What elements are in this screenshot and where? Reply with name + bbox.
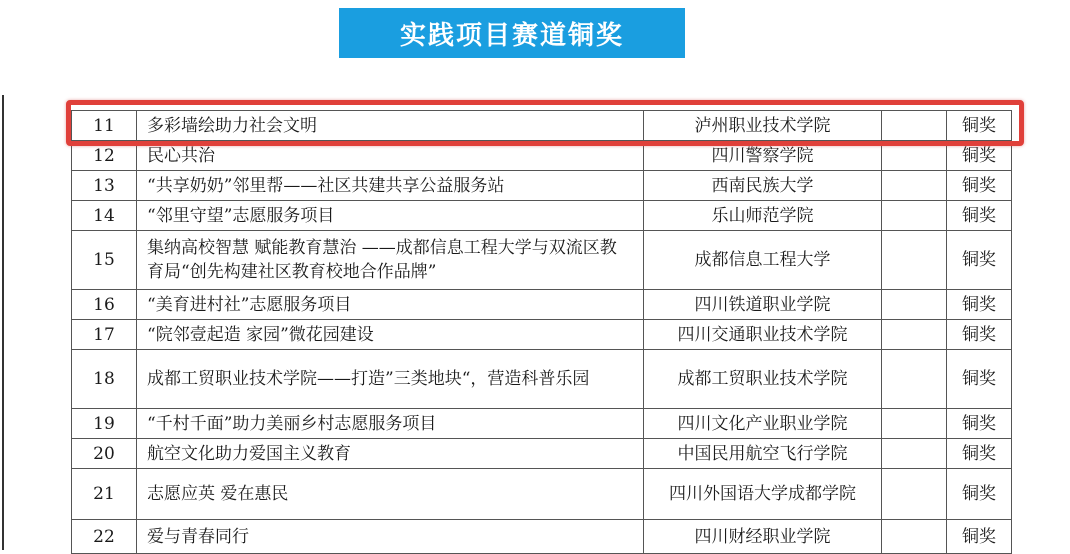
empty-cell [882,350,947,409]
award-level: 铜奖 [947,520,1012,554]
empty-cell [882,439,947,469]
row-number: 18 [72,350,137,409]
project-name: 航空文化助力爱国主义教育 [137,439,644,469]
project-name: “千村千面”助力美丽乡村志愿服务项目 [137,409,644,439]
table-row [72,409,1012,439]
empty-cell [882,231,947,290]
table-row [72,201,1012,231]
school-name: 泸州职业技术学院 [644,111,882,141]
school-name: 成都信息工程大学 [644,231,882,290]
school-name: 西南民族大学 [644,171,882,201]
section-title: 实践项目赛道铜奖 [399,20,624,51]
row-number: 16 [72,290,137,320]
project-name: “美育进村社”志愿服务项目 [137,290,644,320]
award-level: 铜奖 [947,350,1012,409]
school-name: 四川铁道职业学院 [644,290,882,320]
empty-cell [882,520,947,554]
project-name: 志愿应英 爱在惠民 [137,469,644,520]
school-name: 中国民用航空飞行学院 [644,439,882,469]
table-row [72,439,1012,469]
empty-cell [882,201,947,231]
row-number: 21 [72,469,137,520]
award-level: 铜奖 [947,439,1012,469]
award-level: 铜奖 [947,231,1012,290]
highlight-box [66,100,1024,146]
award-level: 铜奖 [947,201,1012,231]
row-number: 13 [72,171,137,201]
table-row [72,320,1012,350]
table-row [72,290,1012,320]
school-name: 四川交通职业技术学院 [644,320,882,350]
award-level: 铜奖 [947,409,1012,439]
row-number: 22 [72,520,137,554]
school-name: 四川外国语大学成都学院 [644,469,882,520]
project-name: 集纳高校智慧 赋能教育慧治 ——成都信息工程大学与双流区教育局“创先构建社区教育校地合作品牌” [137,231,644,290]
project-name: “共享奶奶”邻里帮——社区共建共享公益服务站 [137,171,644,201]
row-number: 11 [72,111,137,141]
school-name: 四川警察学院 [644,141,882,171]
project-name: 成都工贸职业技术学院——打造”三类地块“，营造科普乐园 [137,350,644,409]
table-row [72,469,1012,520]
project-name: 多彩墙绘助力社会文明 [137,111,644,141]
row-number: 15 [72,231,137,290]
award-level: 铜奖 [947,290,1012,320]
project-name: 民心共治 [137,141,644,171]
table-row [72,231,1012,290]
project-name: “邻里守望”志愿服务项目 [137,201,644,231]
table-row [72,520,1012,554]
school-name: 四川文化产业职业学院 [644,409,882,439]
row-number: 19 [72,409,137,439]
empty-cell [882,320,947,350]
awards-table [71,110,1012,554]
table-row [72,350,1012,409]
row-number: 17 [72,320,137,350]
row-number: 14 [72,201,137,231]
empty-cell [882,409,947,439]
school-name: 乐山师范学院 [644,201,882,231]
empty-cell [882,290,947,320]
table-row [72,171,1012,201]
award-level: 铜奖 [947,171,1012,201]
award-level: 铜奖 [947,469,1012,520]
school-name: 四川财经职业学院 [644,520,882,554]
award-level: 铜奖 [947,141,1012,171]
project-name: 爱与青春同行 [137,520,644,554]
page-edge-rule [2,95,4,550]
row-number: 12 [72,141,137,171]
empty-cell [882,171,947,201]
row-number: 20 [72,439,137,469]
project-name: “院邻壹起造 家园”微花园建设 [137,320,644,350]
section-title-banner [339,8,685,58]
empty-cell [882,469,947,520]
award-level: 铜奖 [947,320,1012,350]
school-name: 成都工贸职业技术学院 [644,350,882,409]
award-level: 铜奖 [947,111,1012,141]
